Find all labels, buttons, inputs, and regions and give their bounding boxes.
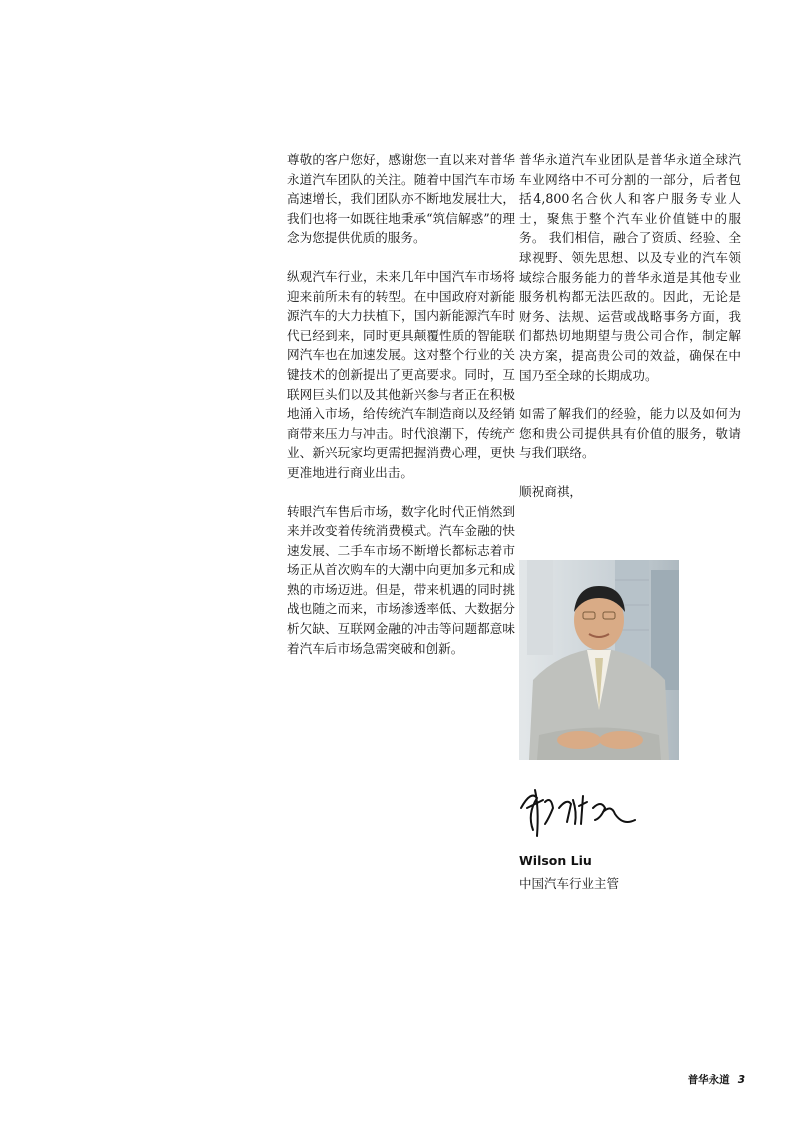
footer-brand: 普华永道 — [687, 1074, 730, 1086]
letter-left-column — [287, 150, 515, 677]
letter-right-column — [519, 150, 741, 521]
paragraph-team-intro: 普华永道汽车业团队是普华永道全球汽车业网络中不可分割的一部分，后者包括4,800名合伙人和客户服务专业人士，聚焦于整个汽车业价值链中的服务。 我们相信，融合了资质、经验、全球视野、领先思想、以及专业的汽车领域综合服务能力的普华永道是其他专业服务机构都无法匹敌的。因此，无论是财务、法规、运营或战略事务方面，我们都热切地期望与贵公司合作，制定解决方案，提高贵公司的效益，确保在中国乃至全球的长期成功。 — [519, 152, 741, 383]
paragraph-aftermarket: 转眼汽车售后市场，数字化时代正悄然到来并改变着传统消费模式。汽车金融的快速发展、二手车市场不断增长都标志着市场正从首次购车的大潮中向更加多元和成熟的市场迈进。但是，带来机遇的同时挑战也随之而来，市场渗透率低、大数据分析欠缺、互联网金融的冲击等问题都意味着汽车后市场急需突破和创新。 — [287, 503, 515, 656]
signatory-name: Wilson Liu — [519, 853, 592, 868]
signatory-photo — [519, 560, 679, 760]
paragraph-contact-invite: 如需了解我们的经验，能力以及如何为您和贵公司提供具有价值的服务，敬请与我们联络。 — [519, 406, 741, 461]
paragraph-closing: 顺祝商祺， — [519, 483, 582, 499]
handwritten-signature — [515, 778, 640, 840]
signatory-title: 中国汽车行业主管 — [519, 876, 620, 891]
paragraph-industry-outlook: 纵观汽车行业，未来几年中国汽车市场将迎来前所未有的转型。在中国政府对新能源汽车的大力扶植下，国内新能源汽车时代已经到来，同时更具颠覆性质的智能联网汽车也在加速发展。这对整个行业的关键技术的创新提出了更高要求。同时，互联网巨头们以及其他新兴参与者正在积极地涌入市场，给传统汽车制造商以及经销商带来压力与冲击。时代浪潮下，传统产业、新兴玩家均更需把握消费心理，更快更准地进行商业出击。 — [287, 268, 515, 480]
page-footer — [688, 1072, 745, 1087]
page-number: 3 — [737, 1074, 745, 1086]
paragraph-greeting: 尊敬的客户您好，感谢您一直以来对普华永道汽车团队的关注。随着中国汽车市场高速增长，我们团队亦不断地发展壮大，我们也将一如既往地秉承“筑信解惑”的理念为您提供优质的服务。 — [287, 152, 515, 246]
portrait-illustration — [519, 560, 679, 760]
